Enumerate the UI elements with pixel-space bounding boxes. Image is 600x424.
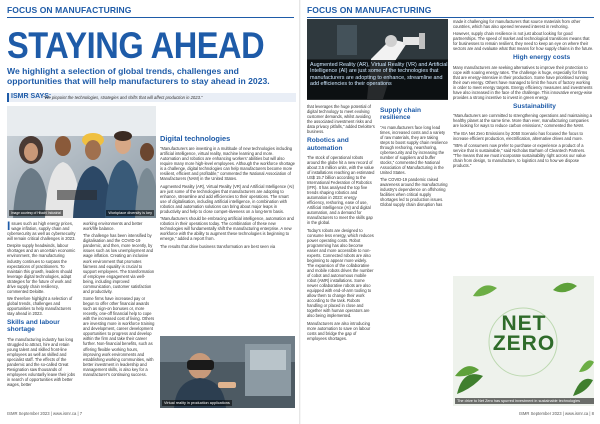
paragraph: The results that drive business transformation are best seen via xyxy=(160,243,276,249)
header-rule xyxy=(307,17,594,18)
section-header: FOCUS ON MANUFACTURING xyxy=(7,5,132,15)
paragraph: Despite supply headwinds, labour shortages and an uncertain economic environment, the manufacturing industry continues to surpass the expectations of practitioners. To maintain this growth, leaders should leverage digital technologies, adapt strategies for the future of work and drive supply chain resiliency, commented Deloitte. xyxy=(7,243,76,294)
net-zero-text: NET ZERO xyxy=(492,312,556,355)
section-heading: Supply chain resilience xyxy=(380,107,422,122)
headline: STAYING AHEAD xyxy=(7,25,265,66)
paragraph: The challenge has been intensified by digitalisation and the COVID-19 pandemic, and then, more recently, by issues such as low unemployment and wage inflation. Creating an inclusive work environment that promotes fairness and equality is crucial to support employees. The transformation of employee engagement via well-being, including improved communication, customer satisfaction and productivity. xyxy=(83,233,155,294)
paragraph: Today's robots are designed to consume less energy, which reduces power operating costs. Robot programming has also become easier and more accessible to non-experts. Connected robots are also beginning to appear more widely. The expansion of the collaborative and mobile robots drives the number of cobot and autonomous mobile robot (AMR) installations. Some newer collaborative robots are also equipped with end-of-arm tooling to allow them to change their work according to the task. Robots handling or placed in close and together with human operators are also being implemented. xyxy=(307,227,374,319)
left-column-1 xyxy=(7,221,79,389)
paragraph: working environments and better work/life balance. xyxy=(83,221,143,232)
paragraph: However, supply chain resilience is not just about looking for good partnerships. The speed of market and technological transitions means that for businesses to remain resilient, they need to keep an eye on where their sectors are and evaluate what that means for how supply chains in the future. xyxy=(453,31,594,52)
paragraph: The stock of operational robots around the globe hit a new record of about 3.5 million units, with the value of installations reaching an estimated US$ 15.7 billion according to the International Federation of Robotics (IFR). It has analysed the top five trends shaping robotics and automation in 2023: energy efficiency, reshoring, ease of use, Artificial Intelligence (AI) and digital automation, and a demand for manufacturers to meet the skills gap in the global. xyxy=(307,154,375,226)
net-zero-graphic xyxy=(453,276,594,406)
subheadline: We highlight a selection of global trends, challenges and opportunities that will help manufacturers to stay ahead in 2023. xyxy=(7,66,270,87)
paragraph: "85% of consumers now prefer to purchase or experience a product of a service that is sustainable," said Nicholas Barham of Cleantech Partners. "The means that we must incorporate sustainability right across our value chain from design, to manufacture, to logistics and to how we dispose products." xyxy=(453,142,586,169)
paragraph: ssues such as high energy prices, wage inflation, supply chain and cybersecurity as well as cybersecurity will remain critical challenges in 2023. xyxy=(7,221,76,242)
right-column-1 xyxy=(307,104,448,343)
paragraph: Augmented Reality (AR), Virtual Reality (VR) and Artificial Intelligence (AI) are just some of the technologies that manufacturers are adopting to enhance, streamline and add efficiencies to their operations. The smart use of digitalisation, including artificial intelligence, in combination with robotics and automation solutions can bring about major leaps in productivity and help to close compet-itiveness on a long-term basis. xyxy=(160,183,294,214)
photo-credit: Image courtesy of Hitachi Industrial xyxy=(11,211,61,215)
photo-caption: Workplace diversity is key xyxy=(108,211,152,215)
paragraph: The COVID-19 pandemic raised awareness around the manufacturing industry's dependence on offshoring facilities when critical supply shortages led to production issues. Global supply chain disruption has xyxy=(380,177,448,208)
paragraph: The IEA Net Zero Emissions by 2050 Scenario has focused the focus to increase efficient production, electrification, alternative drives and more. xyxy=(453,130,583,141)
vr-production-photo xyxy=(160,336,295,408)
paragraph: "Manufacturers are committed to strengthening operations and maintaining a healthy planet at the same time. More than ever, manufacturing companies are looking for ways to reduce carbon emissions," commented the NAM. xyxy=(453,113,592,129)
photo-caption: The drive to Net Zero has spurred investment in sustainable technologies xyxy=(455,398,594,404)
paragraph: The manufacturing industry has long struggled to attract, hire and retain young talent and skilled front-line employees as well as skilled and specialist staff. The effects of the pandemic and the so-called Great Resignation saw thousands of employees voluntarily leave their jobs in search of opportunities with better wages, better xyxy=(7,336,76,388)
paragraph: Manufacturers are also introducing more automation to save on labour costs and bridge the gap of employees shortages. xyxy=(307,320,371,341)
pull-quote-box xyxy=(307,60,448,100)
paragraph: made it challenging for manufacturers that source materials from other countries, which has also opened renewed interest in reshoring. xyxy=(453,19,581,30)
section-heading: Skills and labour shortage xyxy=(7,319,60,334)
right-column-3 xyxy=(453,19,594,170)
left-column-2 xyxy=(83,221,155,379)
section-heading: High energy costs xyxy=(513,54,571,62)
right-subcolumn-b xyxy=(380,104,448,210)
paragraph: We therefore highlight a selection of global trends, challenges and opportunities to help manufacturers stay ahead in 2023. xyxy=(7,296,73,317)
paragraph: "As manufacturers face long lead times, increased costs and a variety of raw materials, they are taking steps to boost supply chain resilience through reshoring, nearshoring, cybersecurity and by increasing the number of suppliers and buffer stocks," commented the National Association of Manufacturing in the United States. xyxy=(380,124,448,175)
page-footer: ISMR September 2023 | www.ismr.ca | 7 xyxy=(7,411,83,416)
header-rule xyxy=(7,17,294,18)
section-heading: Robotics and automation xyxy=(307,137,349,152)
section-header: FOCUS ON MANUFACTURING xyxy=(307,5,432,15)
paragraph: that leverages the huge potential of digital technology to meet evolving customer demands, whilst avoiding the associated investment risks and data privacy pitfalls," added Deloitte's business. xyxy=(307,104,375,135)
ismr-says-label: ISMR SAYS: xyxy=(11,93,52,100)
paragraph: "Manufacturers are investing in a multitude of new technologies including artificial intelligence, virtual reality, machine learning and more. Automation and robotics are enhancing workers' abilities but will also require many more high-level employees. Although the workforce shortage is a challenge, digital technologies can help manufacturers become more resilient, efficient and profitable," commented the National Association of Manufacturers (NAM) in the United States. xyxy=(160,146,295,182)
right-subcolumn-a xyxy=(307,104,375,343)
section-heading: Digital technologies xyxy=(160,134,231,143)
workplace-diversity-photo xyxy=(7,106,156,218)
paragraph: "Manufacturers should be embracing artificial intelligence, automation and robotics in their operations today. The combination of these new technologies will fundamentally shift the manufacturing enterprise. A new workforce with the ability to augment these technologies is beginning to emerge," added a report from. xyxy=(160,216,294,242)
pull-quote: Augmented Reality (AR), Virtual Reality (VR) and Artificial Intelligence (AI) are just some of the technologies that manufacturers are adopting to enhance, streamline and add efficiencies to their operations xyxy=(310,62,448,88)
col3-text xyxy=(160,146,295,248)
ismr-says-text: "We pinpoint the technologies, strategies and shifts that will affect production in 2023." xyxy=(43,94,203,100)
paragraph: Some firms have increased pay or begun to offer other financial awards such as sign-on bonuses or, more recently, one-off financial help to cope with the increased cost of living. Others are investing more in workforce training and development, career development opportunities to progress and develop within the firm and take their career further. Non-financial benefits, such as offering flexible working hours, improving work environments and establishing working communities, with better investment in leadership and management skills, is also key for a manufacturer's continuing success. xyxy=(83,296,155,377)
ismr-says-bar xyxy=(7,93,296,102)
left-column-3 xyxy=(160,132,295,251)
photo-caption: Virtual reality in production applications xyxy=(164,401,230,405)
right-page xyxy=(300,0,600,424)
paragraph: Many manufacturers are seeking alternatives to improve their protection to cope with soaring energy rates. The challenge is huge, especially for firms that are energy-intensive in their production. Some have prioritised running their own energy. Others have managed to limit the hours of factory working in order to meet energy targets. Energy efficiency measures and investments have also increased in the face of the challenge. This innovative energy-wise provides a strong incentive to invest in green energy. xyxy=(453,64,593,100)
drop-cap: I xyxy=(7,219,11,233)
page-footer: ISMR September 2023 | www.ismr.ca | 8 xyxy=(518,411,594,416)
section-heading: Sustainability xyxy=(513,103,556,111)
